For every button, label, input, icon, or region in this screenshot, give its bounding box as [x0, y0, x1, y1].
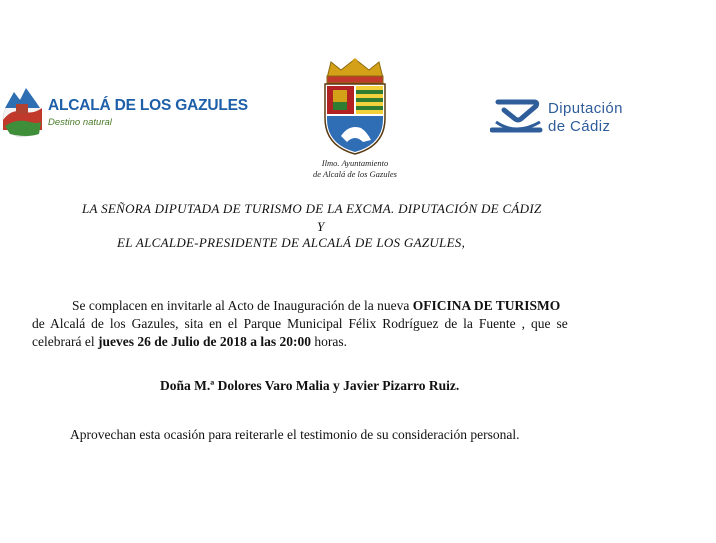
heading-line-3: EL ALCALDE-PRESIDENTE DE ALCALÁ DE LOS GAZULES,	[117, 235, 466, 250]
diputacion-emblem-icon	[490, 96, 544, 136]
invitation-line-1	[72, 296, 560, 315]
heading-line-1: LA SEÑORA DIPUTADA DE TURISMO DE LA EXCMA. DIPUTACIÓN DE CÁDIZ	[82, 201, 542, 216]
diputacion-logo	[490, 96, 640, 140]
signers: Doña M.ª Dolores Varo Malia y Javier Pizarro Ruiz.	[160, 378, 460, 393]
invitation-line-3	[32, 332, 347, 351]
invitation-line-1-text: Se complacen en invitarle al Acto de Inauguración de la nueva	[72, 298, 413, 313]
event-datetime: jueves 26 de Julio de 2018 a las 20:00	[97, 334, 311, 349]
office-name: OFICINA DE TURISMO	[412, 298, 561, 313]
invitation-line-3-start: celebrará el	[32, 334, 98, 349]
crest-caption	[270, 158, 440, 180]
alcala-logo-tagline: Destino natural	[48, 117, 112, 128]
crest-caption-line2: de Alcalá de los Gazules	[313, 169, 397, 179]
diputacion-logo-line2: de Cádiz	[548, 118, 611, 135]
invitation-line-2: de Alcalá de los Gazules, sita en el Parque Municipal Félix Rodríguez de la Fuente , que se	[32, 316, 568, 331]
crest-caption-line1: Ilmo. Ayuntamiento	[321, 158, 389, 168]
alcala-logo	[2, 78, 248, 144]
municipal-crest	[305, 56, 405, 156]
heading-line-2: Y	[317, 219, 325, 234]
alcala-emblem-icon	[2, 78, 48, 144]
diputacion-logo-line1: Diputación	[548, 100, 623, 117]
coat-of-arms-icon	[305, 56, 405, 156]
alcala-logo-name: ALCALÁ DE LOS GAZULES	[48, 97, 248, 114]
invitation-line-3-end: horas.	[310, 334, 347, 349]
closing-sentence: Aprovechan esta ocasión para reiterarle el testimonio de su consideración personal.	[70, 427, 520, 442]
